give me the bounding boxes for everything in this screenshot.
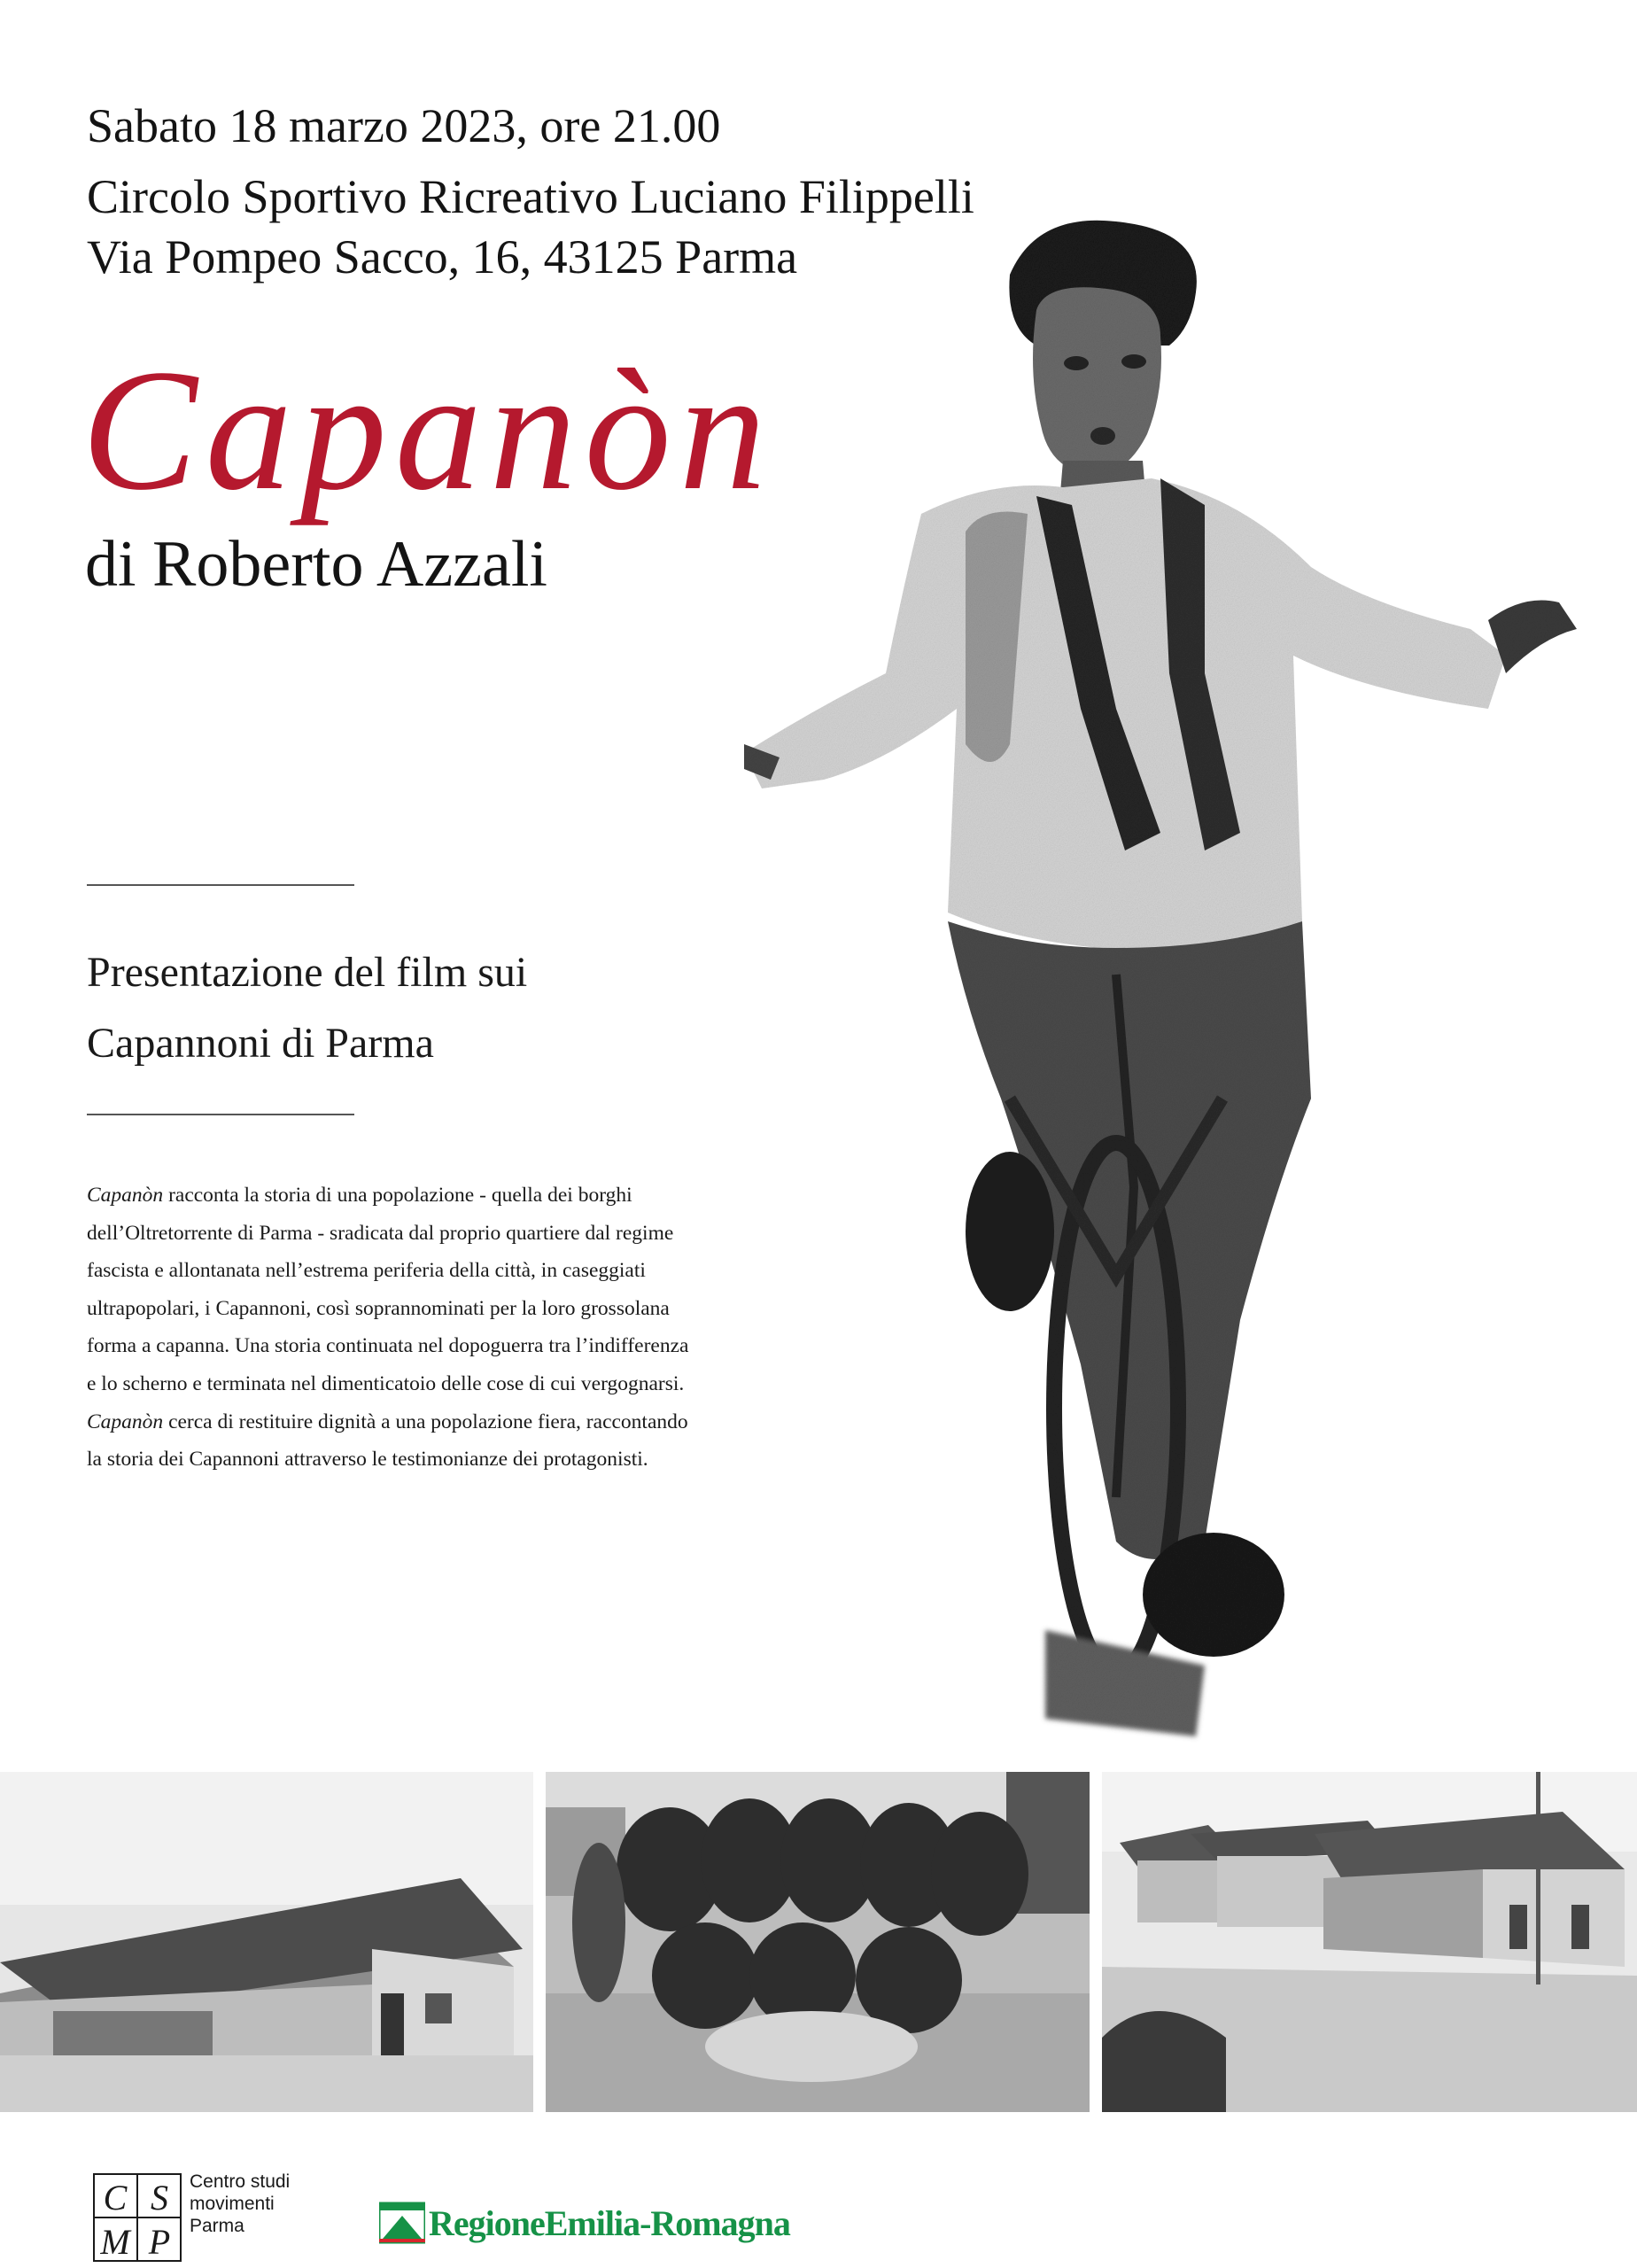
hero-photo-cyclist [744, 213, 1637, 1772]
event-address: Via Pompeo Sacco, 16, 43125 Parma [87, 230, 798, 284]
event-date-time: Sabato 18 marzo 2023, ore 21.00 [87, 99, 721, 152]
film-author: di Roberto Azzali [85, 528, 547, 601]
svg-text:P: P [148, 2222, 171, 2262]
csmp-line-3: Parma [190, 2216, 244, 2236]
regione-emilia-romagna-text: RegioneEmilia-Romagna [429, 2202, 790, 2243]
film-subtitle [87, 937, 527, 1079]
regione-flag-icon [379, 2200, 425, 2246]
film-description [87, 1177, 689, 1479]
subtitle-line-1: Presentazione del film sui [87, 949, 528, 996]
svg-text:M: M [100, 2222, 130, 2262]
divider-bottom [87, 1114, 354, 1115]
description-title-2: Capanòn [87, 1410, 164, 1433]
description-text-1: racconta la storia di una popolazione - quella dei borghi dell’Oltretorrente di Parma - sradicata dal proprio quartiere dal regime fascista e allontanata nell’estrema periferia della città, in caseggiati ultrapopolari, i Capannoni, così soprannominati per la loro grossolana forma a capanna. Una storia continuata nel dopoguerra tra l’indifferenza e lo scherno e terminata nel dimenticatoio delle cose di cui vergognarsi. [87, 1184, 689, 1395]
description-title-1: Capanòn [87, 1184, 164, 1207]
photo-capannoni-building [0, 1772, 533, 2112]
divider-top [87, 884, 354, 886]
description-text-2: cerca di restituire dignità a una popolazione fiera, raccontando la storia dei Capannoni attraverso le testimonianze dei protagonisti. [87, 1410, 688, 1472]
film-title: Capanòn [81, 334, 774, 526]
event-venue: Circolo Sportivo Ricreativo Luciano Filippelli [87, 170, 974, 223]
csmp-line-1: Centro studi [190, 2171, 291, 2192]
subtitle-line-2: Capannoni di Parma [87, 1020, 434, 1067]
csmp-line-2: movimenti [190, 2194, 275, 2214]
photo-football-team [546, 1772, 1090, 2112]
svg-text:C: C [103, 2178, 128, 2218]
csmp-logo-mark [89, 2169, 186, 2266]
svg-text:S: S [151, 2178, 168, 2218]
regione-emilia-romagna-logo [379, 2195, 790, 2250]
csmp-logo-text [190, 2171, 290, 2237]
photo-capannoni-street [1102, 1772, 1637, 2112]
